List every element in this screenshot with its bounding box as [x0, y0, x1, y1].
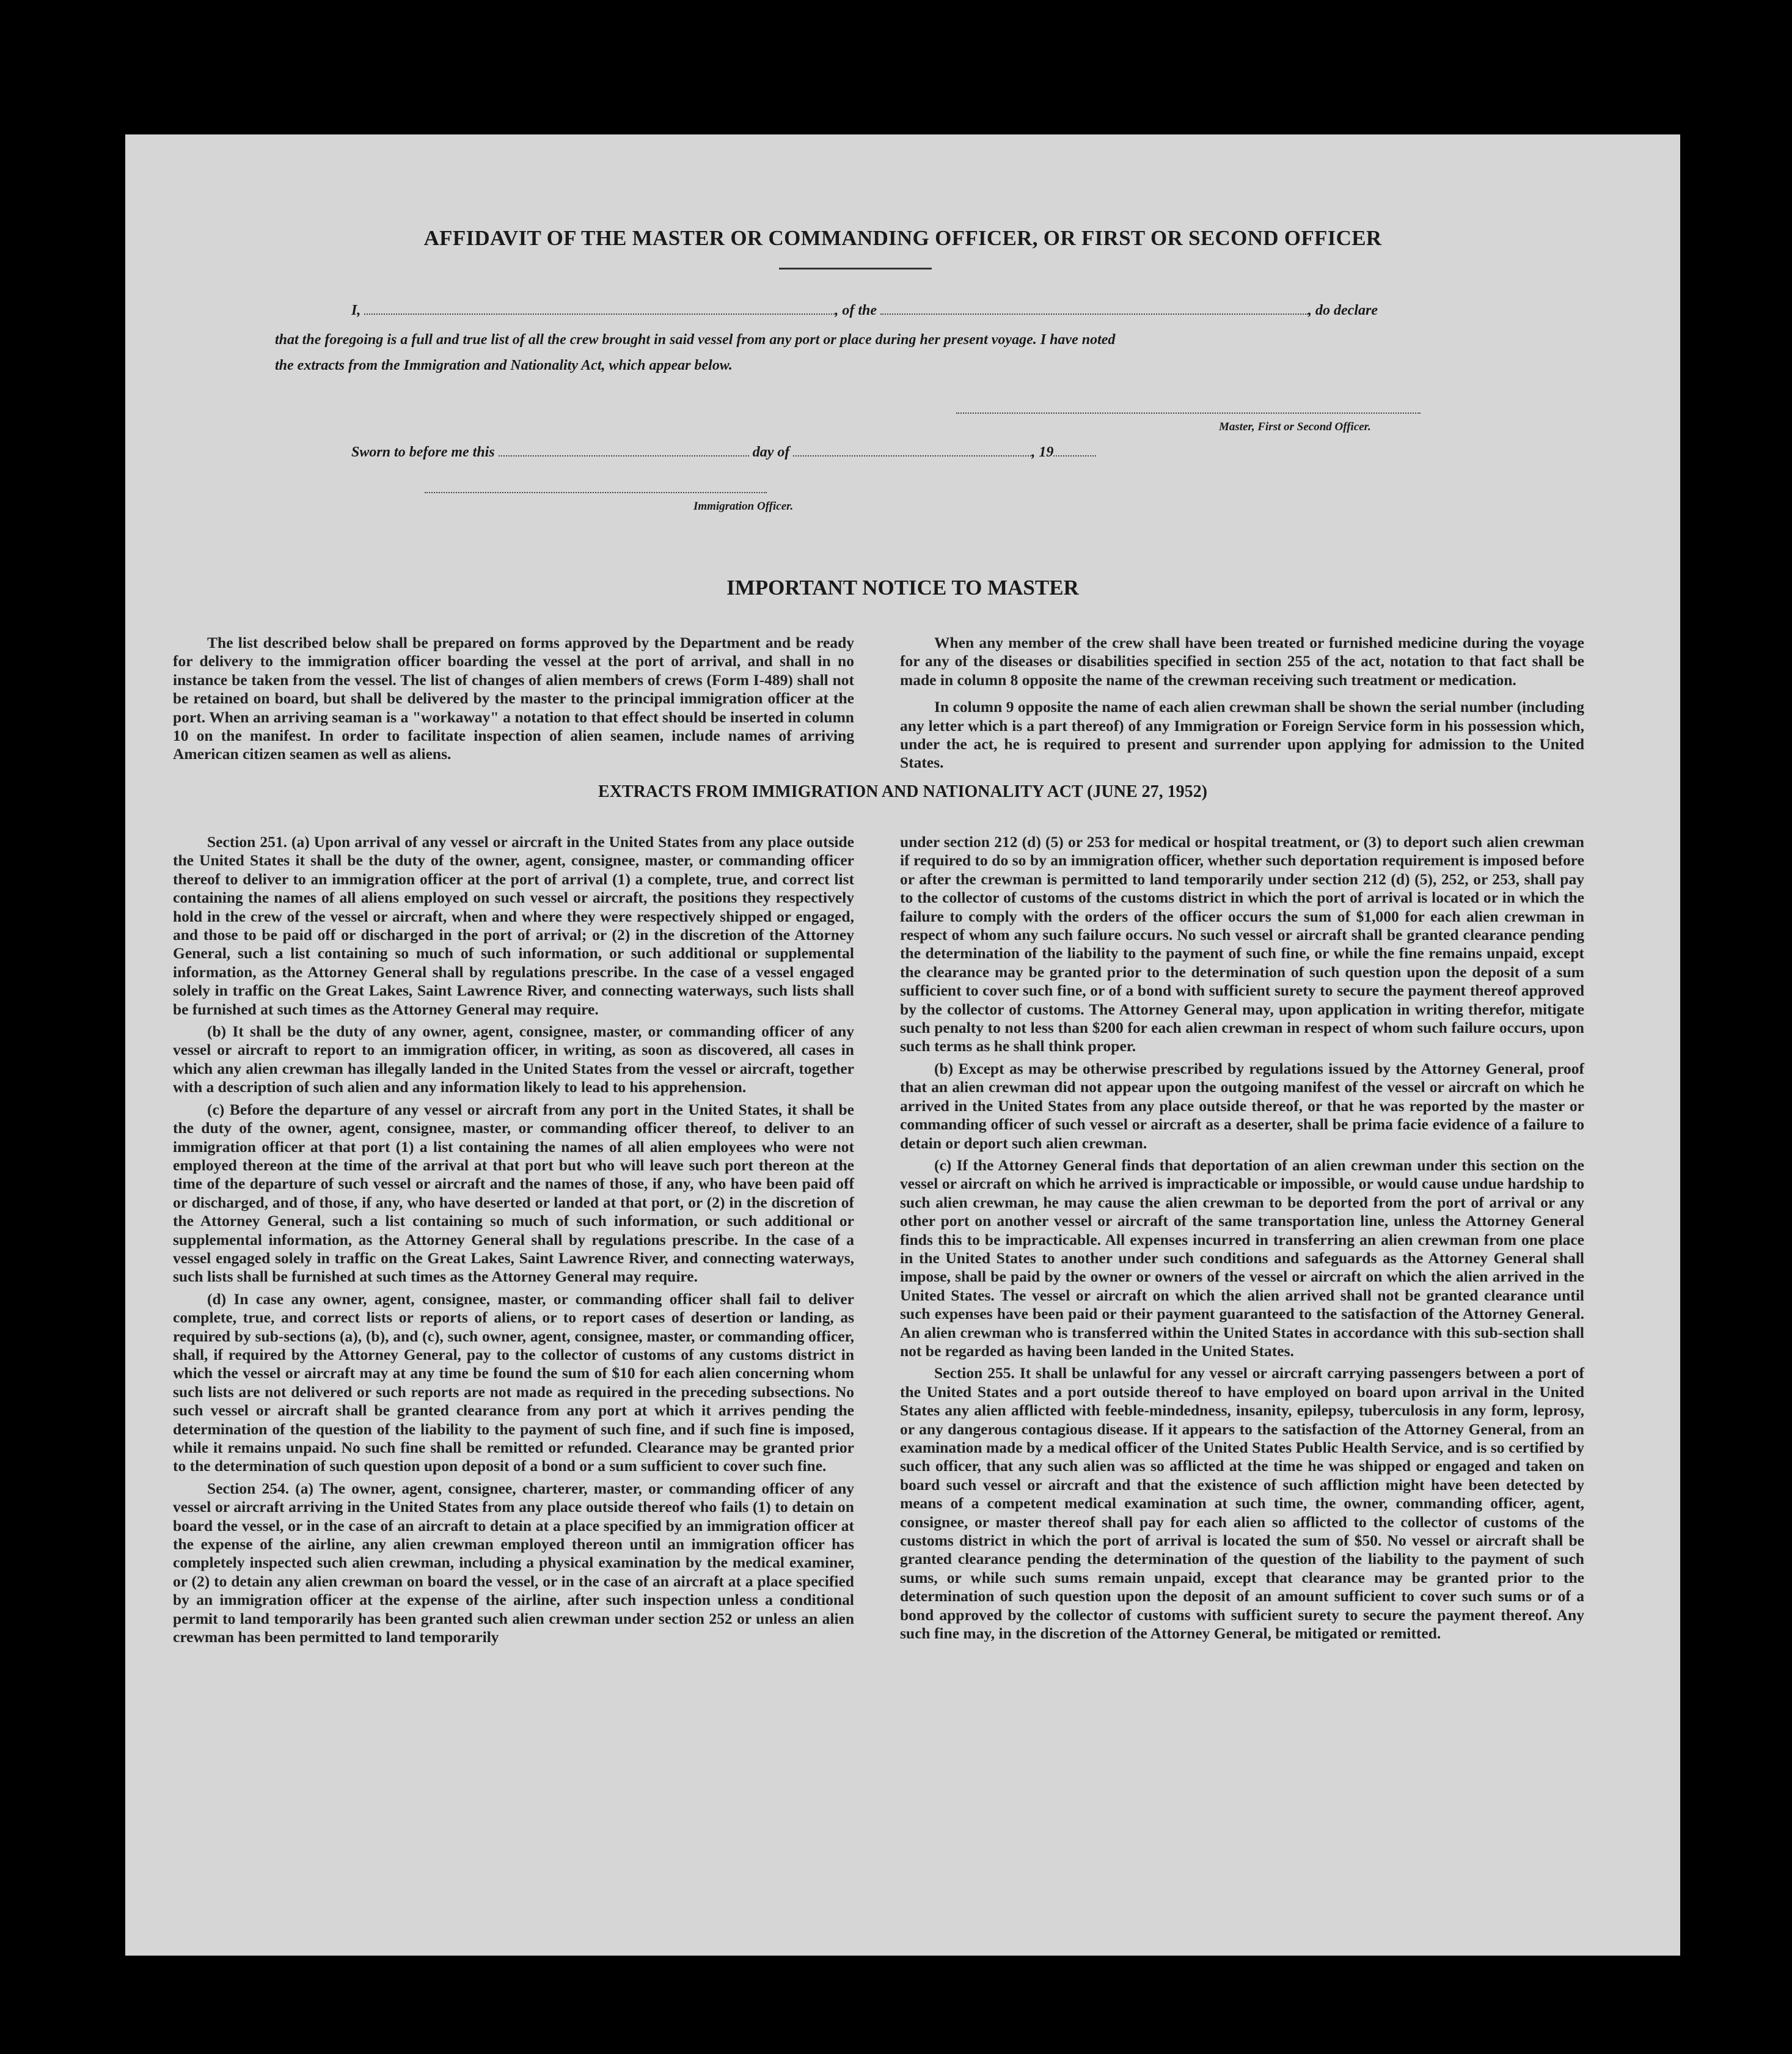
- title-rule: [779, 268, 932, 270]
- sworn-year-field[interactable]: [1053, 455, 1096, 457]
- declaration-line: [351, 303, 1378, 319]
- sworn-month-field[interactable]: [793, 455, 1031, 457]
- notice-title: IMPORTANT NOTICE TO MASTER: [726, 576, 1079, 600]
- extracts-title: EXTRACTS FROM IMMIGRATION AND NATIONALITY ACT (JUNE 27, 1952): [598, 782, 1207, 801]
- notice-right-paragraph-1: When any member of the crew shall have been treated or furnished medicine during the voyage for any of the diseases or disabilities specified in section 255 of the act, notation to that fact shall be made in column 8 opposite the name of the crewman receiving such treatment or medication.: [900, 634, 1584, 689]
- vessel-field[interactable]: [880, 314, 1308, 315]
- affidavit-title: AFFIDAVIT OF THE MASTER OR COMMANDING OFFICER, OR FIRST OR SECOND OFFICER: [423, 226, 1382, 250]
- notice-left-paragraph: The list described below shall be prepared on forms approved by the Department and be ready for delivery to the immigration officer boarding the vessel at the port of arrival, and shall in no instance be taken from the vessel. The list of changes of alien members of crews (Form I-489) shall not be retained on board, but shall be delivered by the master to the principal immigration officer at the port. When an arriving seaman is a "workaway" a notation to that effect should be inserted in column 10 on the manifest. In order to facilitate inspection of alien seamen, include names of arriving American citizen seamen as well as aliens.: [173, 634, 854, 763]
- section-251-a: Section 251. (a) Upon arrival of any vessel or aircraft in the United States from any place outside the United States it shall be the duty of the owner, agent, consignee, master, or commanding officer thereof to deliver to an immigration officer at the port of arrival (1) a complete, true, and correct list containing the names of all aliens employed on such vessel or aircraft, the positions they respectively hold in the crew of the vessel or aircraft, when and where they were respectively shipped or engaged, and those to be paid off or discharged in the port of arrival; or (2) in the discretion of the Attorney General, such a list containing so much of such information, or such additional or supplemental information, as the Attorney General shall by regulations prescribe. In the case of a vessel engaged solely in traffic on the Great Lakes, Saint Lawrence River, and connecting waterways, such lists shall be furnished at such times as the Attorney General may require.: [173, 833, 854, 1018]
- declaration-text-line-3: the extracts from the Immigration and Nationality Act, which appear below.: [275, 358, 733, 373]
- day-of-label: day of: [752, 444, 790, 460]
- do-declare-label: , do declare: [1308, 303, 1378, 318]
- sworn-label: Sworn to before me this: [351, 444, 495, 460]
- master-signature-line[interactable]: [956, 413, 1421, 414]
- notice-left-column: [173, 634, 854, 768]
- notice-right-column: [900, 634, 1584, 776]
- immigration-officer-signature-line[interactable]: [425, 492, 767, 493]
- section-251-d: (d) In case any owner, agent, consignee, master, or commanding officer shall fail to deliver complete, true, and correct lists or reports of aliens, or to report cases of desertion or landing, as required by sub-sections (a), (b), and (c), such owner, agent, consignee, master, or commanding officer, shall, if required by the Attorney General, pay to the collector of customs of any customs district in which the vessel or aircraft may at any time be found the sum of $10 for each alien concerning whom such lists are not delivered or such reports are not made as required in the preceding subsections. No such vessel or aircraft shall be granted clearance from any port at which it arrives pending the determination of the question of the liability to the payment of such fine, and if such fine is imposed, while it remains unpaid. No such fine shall be remitted or refunded. Clearance may be granted prior to the determination of such question upon deposit of a bond or a sum sufficient to cover such fine.: [173, 1289, 854, 1475]
- i-label: I,: [351, 303, 361, 318]
- document-page: [125, 134, 1680, 1956]
- sworn-day-field[interactable]: [499, 455, 749, 457]
- sworn-line: [351, 444, 1096, 461]
- immigration-officer-label: Immigration Officer.: [693, 500, 794, 513]
- of-the-label: , of the: [835, 303, 877, 318]
- extracts-left-column: [173, 833, 854, 1650]
- year-label: , 19: [1031, 444, 1054, 460]
- section-251-b: (b) It shall be the duty of any owner, agent, consignee, master, or commanding officer of any vessel or aircraft to report to an immigration officer, in writing, as soon as discovered, all cases in which any alien crewman has illegally landed in the United States from the vessel or aircraft, together with a description of such alien and any information likely to lead to his apprehension.: [173, 1022, 854, 1096]
- section-254-a: Section 254. (a) The owner, agent, consignee, charterer, master, or commanding officer of any vessel or aircraft arriving in the United States from any place outside thereof who fails (1) to detain on board the vessel, or in the case of an aircraft to detain at a place specified by an immigration officer at the expense of the airline, any alien crewman employed thereon until an immigration officer has completely inspected such alien crewman, including a physical examination by the medical examiner, or (2) to detain any alien crewman on board the vessel, or in the case of an aircraft at a place specified by an immigration officer at the expense of the airline, after such inspection unless a conditional permit to land temporarily has been granted such alien crewman under section 252 or unless an alien crewman has been permitted to land temporarily: [173, 1479, 854, 1646]
- section-251-c: (c) Before the departure of any vessel or aircraft from any port in the United States, it shall be the duty of the owner, agent, consignee, master, or commanding officer thereof, to deliver to an immigration officer at that port (1) a list containing the names of all alien employees who were not employed thereon at the time of the arrival at that port but who will leave such port thereon at the time of the departure of such vessel or aircraft and the names of those, if any, who have been paid off or discharged, and of those, if any, who have deserted or landed at that port, or (2) in the discretion of the Attorney General, such a list containing so much of such information, or such additional or supplemental information, as the Attorney General shall by regulations prescribe. In the case of a vessel engaged solely in traffic on the Great Lakes, Saint Lawrence River, and connecting waterways, such lists shall be furnished at such times as the Attorney General may require.: [173, 1100, 854, 1286]
- section-255: Section 255. It shall be unlawful for any vessel or aircraft carrying passengers between a port of the United States and a port outside thereof to have employed on board upon arrival in the United States any alien afflicted with feeble-mindedness, insanity, epilepsy, tuberculosis in any form, leprosy, or any dangerous contagious disease. If it appears to the satisfaction of the Attorney General, from an examination made by a medical officer of the United States Public Health Service, and is so certified by such officer, that any such alien was so afflicted at the time he was shipped or engaged and taken on board such vessel or aircraft and that the existence of such affliction might have been detected by means of a competent medical examination at such time, the owner, commanding officer, agent, consignee, or master thereof shall pay for each alien so afflicted to the collector of customs of the customs district in which the port of arrival is located the sum of $50. No vessel or aircraft shall be granted clearance pending the determination of the question of the liability to the payment of such sums, or while such sums remain unpaid, except that clearance may be granted prior to the determination of such question upon the deposit of an amount sufficient to cover such sums or of a bond approved by the collector of customs with sufficient surety to secure the payment thereof. Any such fine may, in the discretion of the Attorney General, be mitigated or remitted.: [900, 1364, 1584, 1643]
- notice-right-paragraph-2: In column 9 opposite the name of each alien crewman shall be shown the serial number (including any letter which is a part thereof) of any Immigration or Foreign Service form in his possession which, under the act, he is required to present and surrender upon applying for admission to the United States.: [900, 698, 1584, 772]
- master-signature-label: Master, First or Second Officer.: [1219, 420, 1371, 433]
- extracts-right-column: [900, 833, 1584, 1646]
- section-254-a-continued: under section 212 (d) (5) or 253 for medical or hospital treatment, or (3) to deport such alien crewman if required to do so by an immigration officer, whether such deportation requirement is imposed before or after the crewman is permitted to land temporarily under section 212 (d) (5), 252, or 253, shall pay to the collector of customs of the customs district in which the port of arrival is located or in which the failure to comply with the orders of the officer occurs the sum of $1,000 for each alien crewman in respect of whom any such failure occurs. No such vessel or aircraft shall be granted clearance pending the determination of the liability to the payment of such fine, or while the fine remains unpaid, except the clearance may be granted prior to the determination of such question upon the deposit of a sum sufficient to cover such fine, or of a bond with sufficient surety to secure the payment thereof approved by the collector of customs. The Attorney General may, upon application in writing therefor, mitigate such penalty to not less than $200 for each alien crewman in respect of whom such failure occurs, upon such terms as he shall think proper.: [900, 833, 1584, 1055]
- name-field[interactable]: [364, 314, 835, 315]
- section-254-c: (c) If the Attorney General finds that deportation of an alien crewman under this section on the vessel or aircraft on which he arrived is impracticable or impossible, or would cause undue hardship to such alien crewman, he may cause the alien crewman to be deported from the port of arrival or any other port on another vessel or aircraft of the same transportation line, unless the Attorney General finds this to be impracticable. All expenses incurred in transferring an alien crewman from one place in the United States to another under such conditions and safeguards as the Attorney General shall impose, shall be paid by the owner or owners of the vessel or aircraft on which the alien arrived in the United States. The vessel or aircraft on which the alien arrived shall not be granted clearance until such expenses have been paid or their payment guaranteed to the satisfaction of the Attorney General. An alien crewman who is transferred within the United States in accordance with this sub-section shall not be regarded as having been landed in the United States.: [900, 1156, 1584, 1360]
- section-254-b: (b) Except as may be otherwise prescribed by regulations issued by the Attorney General, proof that an alien crewman did not appear upon the outgoing manifest of the vessel or aircraft on which he arrived in the United States from any place outside thereof, or that he was reported by the master or commanding officer of such vessel or aircraft as a deserter, shall be prima facie evidence of a failure to detain or deport such alien crewman.: [900, 1059, 1584, 1152]
- declaration-text-line-2: that the foregoing is a full and true list of all the crew brought in said vessel from any port or place during her present voyage. I have noted: [275, 332, 1116, 348]
